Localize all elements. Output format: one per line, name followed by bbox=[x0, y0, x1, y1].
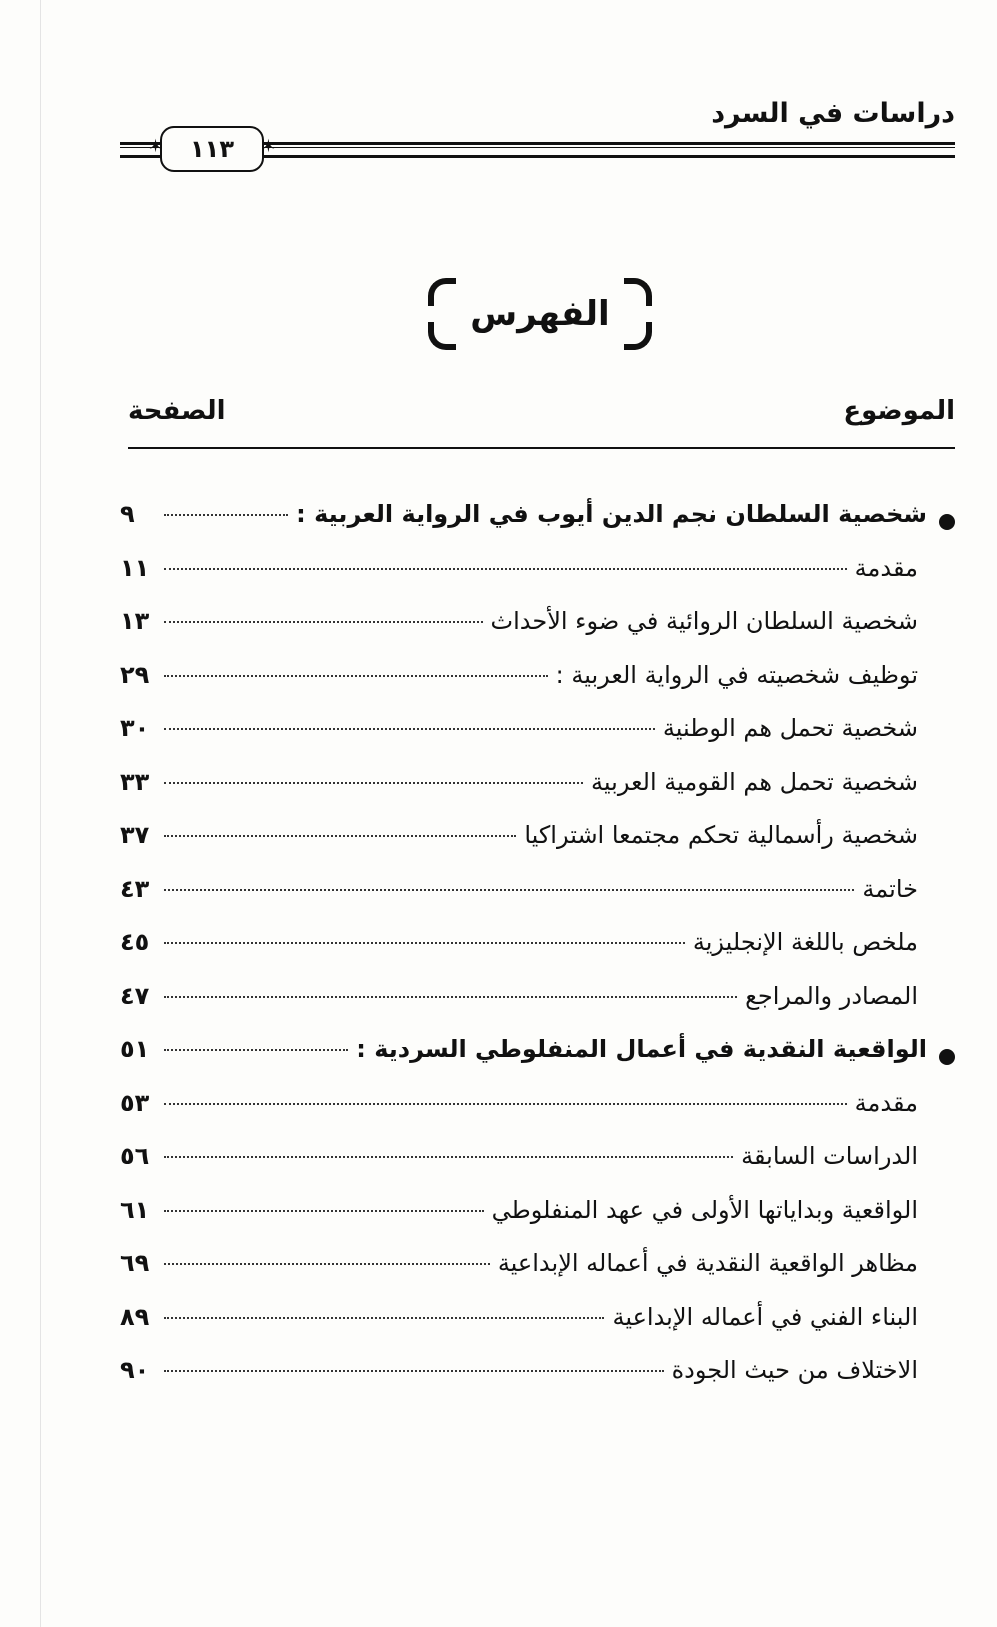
bullet-icon bbox=[939, 1049, 955, 1065]
toc-entry-title: الدراسات السابقة bbox=[741, 1142, 918, 1170]
toc-entry bbox=[120, 1356, 955, 1410]
toc-entry-title: شخصية رأسمالية تحكم مجتمعا اشتراكيا bbox=[524, 821, 918, 849]
toc-entry-page: ٥٦ bbox=[120, 1142, 150, 1170]
toc-entry bbox=[120, 821, 955, 875]
toc-entry-title: مظاهر الواقعية النقدية في أعماله الإبداعية bbox=[497, 1249, 918, 1277]
dot-leader bbox=[164, 1263, 490, 1265]
toc-list bbox=[120, 500, 955, 1410]
toc-title: الفهرس bbox=[470, 294, 610, 334]
toc-entry bbox=[120, 768, 955, 822]
running-title: دراسات في السرد bbox=[711, 98, 955, 129]
column-header-topic: الموضوع bbox=[843, 396, 955, 426]
dot-leader bbox=[164, 889, 854, 891]
frame-corner bbox=[624, 278, 652, 306]
page-margin-line bbox=[40, 0, 41, 1627]
toc-entry bbox=[120, 1303, 955, 1357]
toc-entry-page: ٣٣ bbox=[120, 767, 150, 796]
dot-leader bbox=[164, 1049, 348, 1051]
dot-leader bbox=[164, 782, 583, 784]
toc-entry-title: المصادر والمراجع bbox=[745, 981, 918, 1010]
dot-leader bbox=[164, 1317, 604, 1319]
dot-leader bbox=[164, 514, 288, 516]
dot-leader bbox=[164, 728, 655, 730]
toc-entry-page: ١٣ bbox=[120, 607, 150, 635]
toc-entry-title: شخصية السلطان الروائية في ضوء الأحداث bbox=[490, 607, 918, 635]
toc-entry-title: مقدمة bbox=[854, 553, 918, 582]
page-number-ornament bbox=[160, 126, 264, 172]
bullet-icon bbox=[939, 514, 955, 530]
page-number: ✶ ١١٣ bbox=[190, 135, 234, 163]
toc-entry bbox=[120, 875, 955, 929]
toc-title-frame bbox=[428, 278, 652, 350]
toc-entry bbox=[120, 554, 955, 608]
dot-leader bbox=[164, 675, 548, 677]
frame-corner bbox=[428, 278, 456, 306]
dot-leader bbox=[164, 1370, 664, 1372]
toc-entry-page: ٤٧ bbox=[120, 981, 150, 1010]
toc-entry bbox=[120, 1142, 955, 1196]
toc-entry-title: البناء الفني في أعماله الإبداعية bbox=[612, 1302, 918, 1331]
toc-entry-title: شخصية السلطان نجم الدين أيوب في الرواية العربية : bbox=[296, 500, 927, 528]
dot-leader bbox=[164, 1103, 847, 1105]
dot-leader bbox=[164, 621, 483, 623]
toc-entry-title: الاختلاف من حيث الجودة bbox=[671, 1356, 918, 1384]
column-header-page: الصفحة bbox=[128, 396, 226, 426]
toc-entry bbox=[120, 1196, 955, 1250]
toc-entry-page: ٩٠ bbox=[120, 1356, 150, 1384]
toc-entry bbox=[120, 1249, 955, 1303]
toc-entry-page: ١١ bbox=[120, 553, 150, 582]
toc-entry-title: شخصية تحمل هم القومية العربية bbox=[591, 767, 918, 796]
toc-entry-page: ٩ bbox=[120, 500, 135, 528]
toc-entry-title: ملخص باللغة الإنجليزية bbox=[692, 928, 918, 956]
toc-entry-page: ٨٩ bbox=[120, 1302, 150, 1331]
toc-entry-page: ٦١ bbox=[120, 1195, 150, 1224]
dot-leader bbox=[164, 835, 516, 837]
toc-entry-page: ٥٣ bbox=[120, 1088, 150, 1117]
toc-entry bbox=[120, 714, 955, 768]
header-divider bbox=[128, 447, 955, 449]
dot-leader bbox=[164, 1210, 484, 1212]
toc-entry bbox=[120, 500, 955, 554]
toc-entry-page: ٦٩ bbox=[120, 1249, 150, 1277]
toc-entry-page: ٤٣ bbox=[120, 874, 150, 903]
toc-entry-title: مقدمة bbox=[854, 1088, 918, 1117]
toc-entry-page: ٤٥ bbox=[120, 928, 150, 956]
toc-entry-title: الواقعية النقدية في أعمال المنفلوطي السردية : bbox=[356, 1035, 927, 1063]
toc-entry-title: شخصية تحمل هم الوطنية bbox=[662, 714, 918, 742]
toc-entry-page: ٢٩ bbox=[120, 660, 150, 689]
toc-entry-page: ٣٠ bbox=[120, 714, 150, 742]
toc-entry bbox=[120, 661, 955, 715]
frame-corner bbox=[428, 322, 456, 350]
toc-entry-title: خاتمة bbox=[862, 874, 918, 903]
toc-entry-title: توظيف شخصيته في الرواية العربية : bbox=[555, 660, 918, 689]
toc-entry bbox=[120, 607, 955, 661]
toc-entry bbox=[120, 982, 955, 1036]
frame-corner bbox=[624, 322, 652, 350]
toc-entry bbox=[120, 928, 955, 982]
dot-leader bbox=[164, 942, 685, 944]
toc-entry-page: ٣٧ bbox=[120, 821, 150, 849]
toc-entry bbox=[120, 1035, 955, 1089]
dot-leader bbox=[164, 996, 737, 998]
toc-entry bbox=[120, 1089, 955, 1143]
toc-entry-title: الواقعية وبداياتها الأولى في عهد المنفلوطي bbox=[491, 1195, 918, 1224]
dot-leader bbox=[164, 568, 847, 570]
dot-leader bbox=[164, 1156, 733, 1158]
toc-entry-page: ٥١ bbox=[120, 1035, 150, 1063]
